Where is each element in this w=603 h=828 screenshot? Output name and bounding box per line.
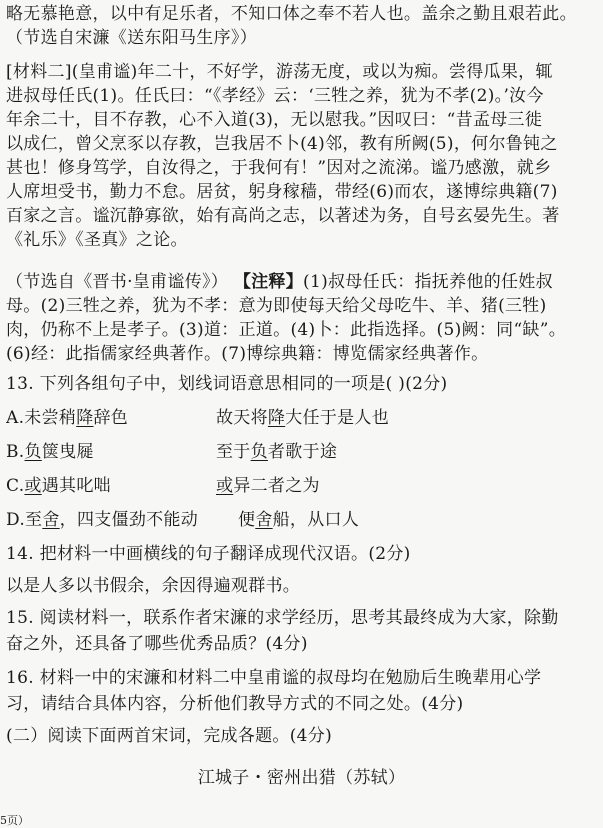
q15-line: 奋之外，还具备了哪些优秀品质？(4分) — [6, 634, 308, 654]
notes-line: 母。(2)三牲之养，犹为不孝：意为即使每天给父母吃牛、羊、猪(三牲) — [6, 296, 547, 316]
material1-source: （节选自宋濂《送东阳马生序》） — [6, 28, 257, 48]
material2-line: 年余二十，目不存教，心不入道(3)，无以慰我。”因叹曰：“昔孟母三徙 — [6, 110, 543, 130]
q13-stem: 13. 下列各组句子中，划线词语意思相同的一项是( )(2分) — [6, 374, 448, 394]
material2-line: 《礼乐》《圣真》之论。 — [6, 230, 188, 250]
material1-tail-line: 略无慕艳意，以中有足乐者，不知口体之奉不若人也。盖余之勤且艰若此。 — [6, 4, 577, 24]
material2-line: [材料二](皇甫谧)年二十，不好学，游荡无度，或以为痴。尝得瓜果，辄 — [6, 62, 553, 82]
q13-option-a: A.未尝稍降辞色 故天将降大任于是人也 — [6, 408, 390, 428]
notes-line: 肉，仍称不上是孝子。(3)道：正道。(4)卜：此指选择。(5)阙：同“缺”。 — [6, 320, 567, 340]
notes-heading: 【注释】 — [233, 272, 304, 292]
material2-line: 以成仁，曾父烹豕以存教，岂我居不卜(4)邻，教有所阙(5)，何尔鲁钝之 — [6, 134, 558, 154]
q13-option-c: C.或遇其叱咄 或异二者之为 — [6, 476, 320, 496]
q15-line: 15. 阅读材料一，联系作者宋濂的求学经历，思考其最终成为大家，除勤 — [6, 608, 559, 628]
q13-option-b: B.负箧曳屣 至于负者歌于途 — [6, 442, 338, 462]
q16-line: 16. 材料一中的宋濂和材料二中皇甫谧的叔母均在勉励后生晚辈用心学 — [6, 668, 542, 688]
notes-line-1 — [6, 270, 598, 294]
material2-line: 进叔母任氏(1)。任氏曰：“《孝经》云：‘三牲之养，犹为不孝(2)。’汝今 — [6, 86, 544, 106]
material2-line: 人席坦受书，勤力不怠。居贫，躬身稼穑，带经(6)而农，遂博综典籍(7) — [6, 182, 558, 202]
section-2-heading: (二）阅读下面两首宋词，完成各题。(4分) — [6, 726, 333, 746]
q13-option-d: D.至舍，四支僵劲不能动 便舍船，从口人 — [6, 510, 360, 530]
material2-line: 百家之言。谧沉静寡欲，始有高尚之志，以著述为务，自号玄晏先生。著 — [6, 206, 560, 226]
notes-line: (6)经：此指儒家经典著作。(7)博综典籍：博览儒家经典著作。 — [6, 344, 489, 364]
q14-stem: 14. 把材料一中画横线的句子翻译成现代汉语。(2分) — [6, 544, 411, 564]
material2-source: （节选自《晋书·皇甫谧传》） — [6, 272, 229, 292]
material2-line: 甚也！修身笃学，自汝得之，于我何有！”因对之流涕。谧乃感激，就乡 — [6, 158, 552, 178]
q14-sentence: 以是人多以书假余，余因得遍观群书。 — [6, 576, 301, 596]
q16-line: 习，请结合具体内容，分析他们教导方式的不同之处。(4分) — [6, 694, 464, 714]
page-number-fragment: 5页） — [0, 814, 29, 827]
note-1: (1)叔母任氏：指抚养他的任姓叔 — [303, 272, 553, 292]
poem-title: 江城子・密州出猎（苏轼） — [197, 768, 406, 788]
